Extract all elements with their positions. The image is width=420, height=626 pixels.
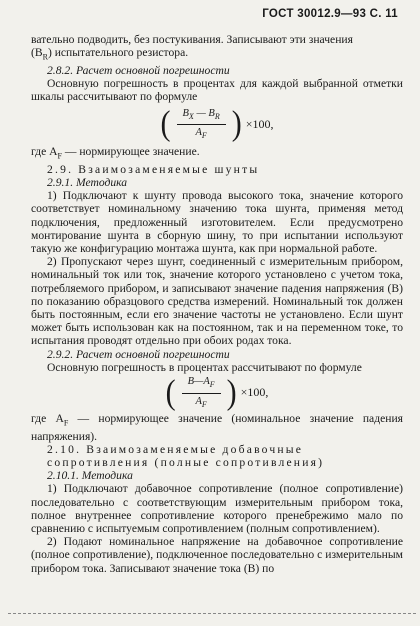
numerator: $B—A_F$ [182, 375, 221, 393]
text-line: $(B_R)$ испытательного резистора. [31, 46, 189, 62]
denominator: $A_F$ [195, 395, 207, 409]
left-paren: ( [165, 373, 176, 412]
paragraph: Основную погрешность в процентах рассчитывают по формуле [47, 360, 362, 374]
section-heading: 2.10. Взаимозаменяемые добавочные сопротивления (полные сопротивления) [47, 442, 325, 470]
right-paren: ) [231, 104, 242, 143]
fraction [177, 107, 226, 143]
text-line: где $A_F$ — нормирующее значение (номинальное значение падения напряжения). [31, 412, 403, 443]
formula-1 [31, 104, 403, 144]
paragraph: Основную погрешность в процентах для каждой выбранной отметки шкалы рассчитывают по формуле [31, 76, 403, 104]
section-heading: 2.10.1. Методика [47, 469, 133, 483]
numerator: $B_X$ — $B_R$ [177, 107, 226, 125]
paragraph: 2) Пропускают через шунт, соединенный с измерительным прибором, номинальный ток или ток, значение которого установлено с учетом тока, потребляемого прибором, и записывают значение падения напряжения (B) по показанию образцового средства измерений. Номинальный ток должен быть постоянным, если его значение частоты не установлено. Если шунт может быть использован как на постоянном, так и на переменном токе, то испытания проводят отдельно при обоих родах тока. [31, 255, 403, 348]
formula-2 [31, 375, 403, 411]
section-heading: 2.9.1. Методика [47, 176, 128, 190]
denominator: $A_F$ [195, 126, 207, 140]
page-edge-divider [8, 613, 416, 614]
section-heading: 2.9. Взаимозаменяемые шунты [47, 162, 260, 176]
formula-tail: ×100, [245, 116, 274, 131]
paragraph: 1) Подключают к шунту провода высокого тока, значение которого соответствует номинальному значению тока шунта, применяя метод подключения, предложенный изготовителем. Если предусмотрено монтирование шунта в сборную шину, то при испытании используют такую же конфигурацию монтажа шунта, как при нормальной работе. [31, 189, 403, 256]
section-heading: 2.9.2. Расчет основной погрешности [47, 347, 230, 361]
left-paren: ( [160, 104, 171, 143]
fraction [182, 375, 221, 411]
document-body [31, 33, 403, 575]
text-line: вательно подводить, без постукивания. Записывают эти значения [31, 33, 353, 46]
right-paren: ) [226, 373, 237, 412]
paragraph: 1) Подключают добавочное сопротивление (полное сопротивление) последовательно с соответствующим измерительным прибором тока, полное внутреннее сопротивление которого пренебрежимо мало по сравнению с испытуемым сопротивлением (полным сопротивлением). [31, 482, 403, 536]
text-line: где $A_F$ — нормирующее значение. [31, 145, 200, 161]
section-heading: 2.8.2. Расчет основной погрешности [47, 63, 230, 77]
paragraph: 2) Подают номинальное напряжение на добавочное сопротивление (полное сопротивление), подключенное последовательно с измерительным прибором тока. Записывают значение тока (B) по [31, 535, 403, 575]
page-header: ГОСТ 30012.9—93 С. 11 [262, 8, 398, 20]
formula-tail: ×100, [240, 385, 269, 400]
